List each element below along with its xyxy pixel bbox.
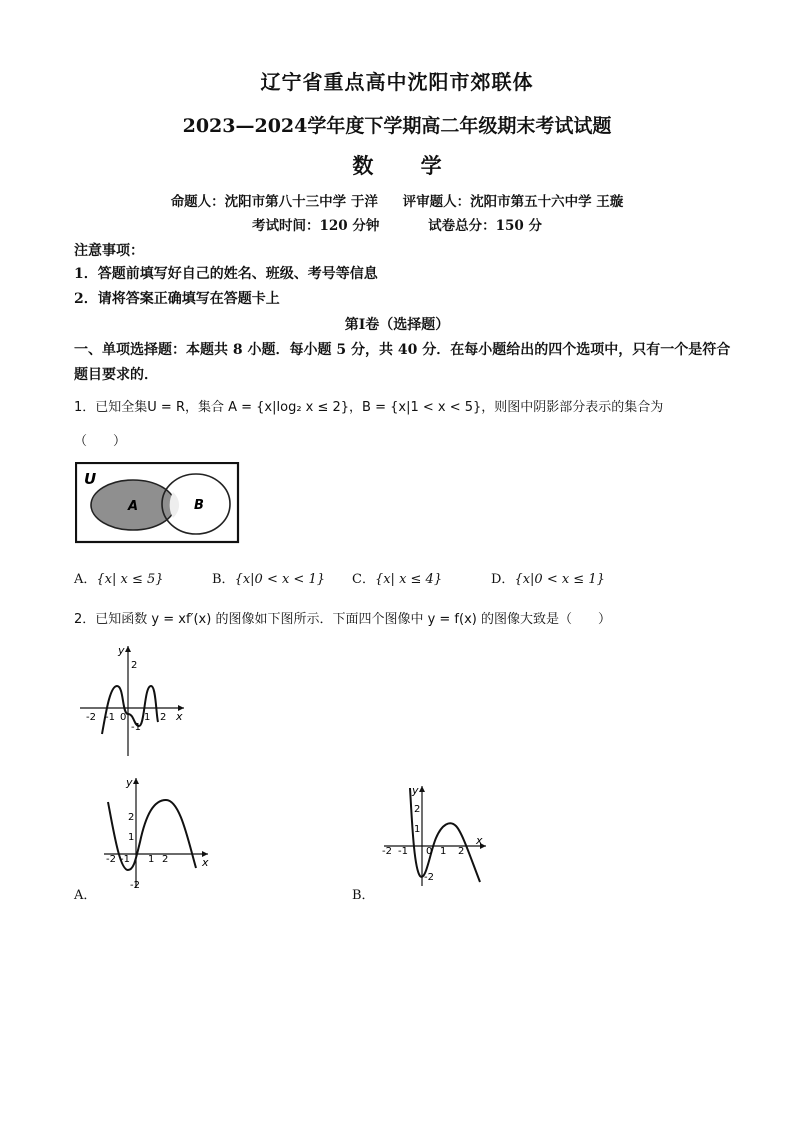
graph-a-x-tick-neg2: -2: [106, 854, 116, 865]
main-x-tick-neg1: -1: [105, 712, 115, 723]
venn-label-u: U: [84, 470, 97, 488]
graph-b-x-tick-0: 0: [426, 846, 433, 857]
subject-title: 数 学: [352, 153, 462, 178]
graph-a-x-label: x: [202, 856, 209, 869]
graph-b-x-tick-neg2: -2: [382, 846, 392, 857]
q2-graph-b: [380, 782, 490, 888]
q1-option-b: B．{x|0 < x < 1}: [212, 572, 326, 587]
main-x-tick-2: 2: [160, 712, 167, 723]
graph-a-x-tick-neg1: -1: [120, 854, 130, 865]
q1-answer-paren: （ ）: [74, 434, 127, 449]
main-x-tick-neg2: -2: [86, 712, 96, 723]
main-curve: [102, 686, 158, 734]
note-item-2: 2．请将答案正确填写在答题卡上: [74, 291, 280, 307]
part-one-instructions: 一、单项选择题：本题共 8 小题．每小题 5 分，共 40 分．在每小题给出的四个选项中，只有一个是符合题目要求的．: [74, 342, 731, 383]
q1-option-c: C．{x| x ≤ 4}: [352, 572, 443, 587]
graph-b-x-tick-neg1: -1: [398, 846, 408, 857]
q1-option-a: A．{x| x ≤ 5}: [74, 572, 164, 587]
q1-stem: 1．已知全集U = R，集合 A = {x|log₂ x ≤ 2}，B = {x|1 < x < 5}，则图中阴影部分表示的集合为: [74, 400, 664, 415]
exam-title-line2: 2023—2024学年度下学期高二年级期末考试试题: [182, 115, 612, 137]
main-x-label: x: [176, 710, 183, 723]
q2-graph-a: [100, 774, 212, 892]
graph-b-curve: [410, 788, 480, 882]
graph-a-y-tick-2: 2: [128, 812, 135, 823]
graph-b-x-tick-2: 2: [458, 846, 465, 857]
q2-option-b-label: B．: [352, 888, 375, 903]
q1-option-d: D．{x|0 < x ≤ 1}: [491, 572, 605, 587]
venn-diagram: [75, 462, 240, 544]
q2-option-a-label: A．: [74, 888, 97, 903]
notes-title: 注意事项：: [74, 243, 144, 259]
graph-a-y-label: y: [126, 776, 133, 789]
graph-b-y-arrow: [419, 786, 425, 792]
main-y-arrow: [125, 646, 131, 652]
volume-title: 第Ⅰ卷（选择题）: [344, 317, 450, 333]
authors-line: [0, 190, 794, 210]
exam-title-line1: 辽宁省重点高中沈阳市郊联体: [260, 70, 534, 94]
graph-a-x-tick-2: 2: [162, 854, 169, 865]
q2-main-graph: [72, 642, 192, 762]
graph-a-y-arrow: [133, 778, 139, 784]
graph-a-y-tick-neg2: -2: [130, 880, 140, 891]
graph-b-y-tick-neg2: -2: [424, 872, 434, 883]
q2-stem: 2．已知函数 y = xf′(x) 的图像如下图所示．下面四个图像中 y = f(x) 的图像大致是（ ）: [74, 612, 611, 627]
exam-time: 考试时间：120 分钟: [252, 218, 380, 234]
graph-b-y-label: y: [412, 784, 419, 797]
proposer: 命题人：沈阳市第八十三中学 于洋: [170, 194, 378, 210]
venn-label-b: B: [194, 498, 204, 513]
main-x-tick-1: 1: [144, 712, 151, 723]
reviewer: 评审题人：沈阳市第五十六中学 王璇: [402, 194, 624, 210]
exam-info-line: [0, 214, 794, 234]
graph-b-y-tick-1: 1: [414, 824, 421, 835]
graph-a-x-tick-1: 1: [148, 854, 155, 865]
venn-label-a: A: [128, 499, 139, 514]
graph-a-y-tick-1: 1: [128, 832, 135, 843]
main-y-tick-neg1: -1: [131, 722, 141, 733]
total-score: 试卷总分：150 分: [428, 218, 542, 234]
main-x-tick-0: 0: [120, 712, 127, 723]
note-item-1: 1．答题前填写好自己的姓名、班级、考号等信息: [74, 266, 378, 282]
main-y-tick-2: 2: [131, 660, 138, 671]
graph-b-x-label: x: [476, 834, 483, 847]
graph-b-x-tick-1: 1: [440, 846, 447, 857]
main-y-label: y: [118, 644, 125, 657]
graph-b-y-tick-2: 2: [414, 804, 421, 815]
